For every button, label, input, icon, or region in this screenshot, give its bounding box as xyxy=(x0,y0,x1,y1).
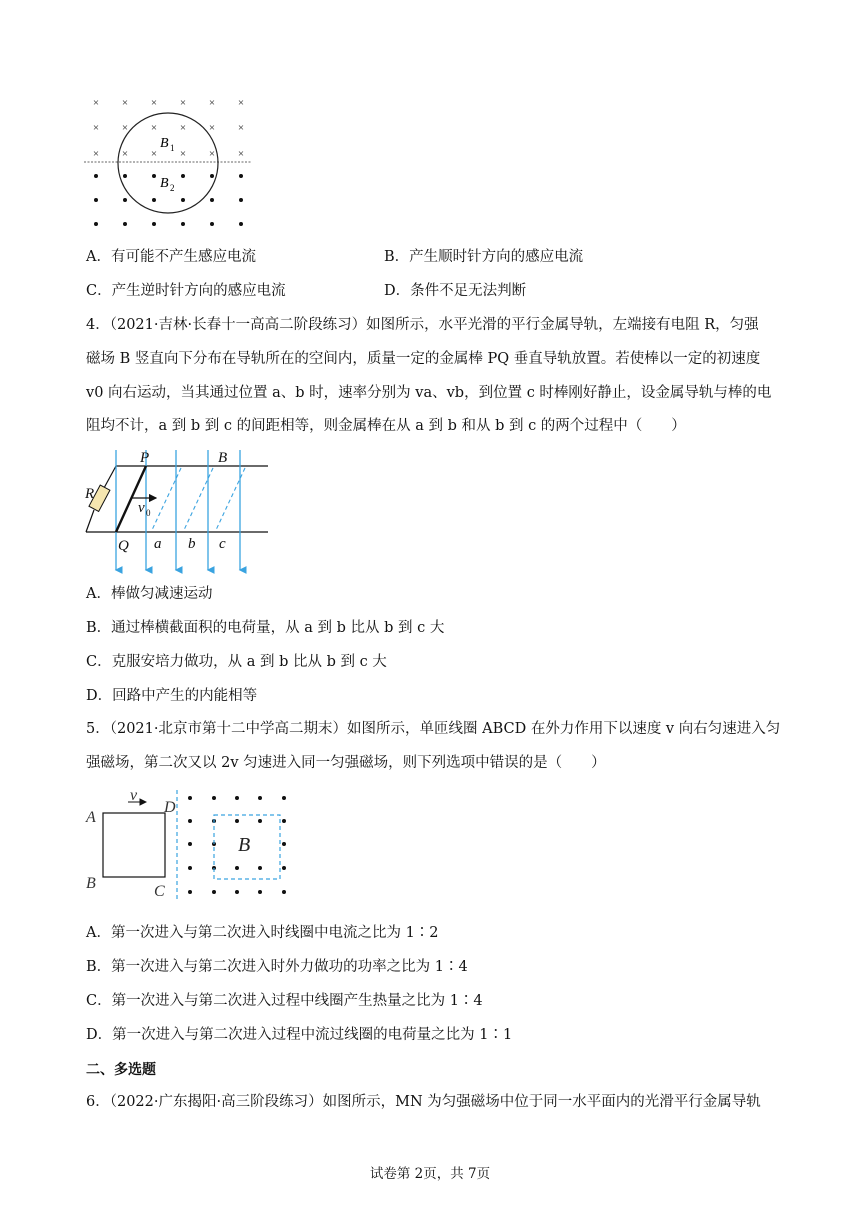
q4-option-a: A．棒做匀减速运动 xyxy=(86,586,213,602)
svg-text:×: × xyxy=(208,148,216,160)
svg-text:×: × xyxy=(237,122,245,134)
svg-text:×: × xyxy=(208,122,216,134)
q4-stem-line4: 阻均不计，a 到 b 到 c 的间距相等，则金属棒在从 a 到 b 和从 b 到 c 的两个过程中（ ） xyxy=(86,418,686,434)
q4-option-d: D．回路中产生的内能相等 xyxy=(86,688,258,704)
label-C: C xyxy=(154,883,165,900)
q4-stem-line3: v0 向右运动，当其通过位置 a、b 时，速率分别为 va、vb，到位置 c 时棒刚好静止，设金属导轨与棒的电 xyxy=(86,385,772,401)
label-c: c xyxy=(219,536,226,552)
label-B-field: B xyxy=(238,834,251,856)
page-footer: 试卷第 2页，共 7页 xyxy=(369,1166,491,1182)
q3-option-b: B．产生顺时针方向的感应电流 xyxy=(384,249,584,265)
q5-option-d: D．第一次进入与第二次进入过程中流过线圈的电荷量之比为 1∶1 xyxy=(86,1027,513,1043)
svg-text:×: × xyxy=(92,122,100,134)
svg-text:×: × xyxy=(121,97,129,109)
svg-text:×: × xyxy=(150,148,158,160)
label-B: B xyxy=(218,450,228,466)
svg-text:×: × xyxy=(121,148,129,160)
label-v: v xyxy=(130,788,138,804)
q5-option-a: A．第一次进入与第二次进入时线圈中电流之比为 1∶2 xyxy=(86,925,439,941)
svg-text:×: × xyxy=(150,97,158,109)
label-Q: Q xyxy=(118,538,129,554)
label-b1: B xyxy=(160,136,169,151)
label-v0: v xyxy=(138,500,145,516)
q4-stem-line2: 磁场 B 竖直向下分布在导轨所在的空间内，质量一定的金属棒 PQ 垂直导轨放置。若使棒以一定的初速度 xyxy=(86,351,761,367)
q5-option-c: C．第一次进入与第二次进入过程中线圈产生热量之比为 1∶4 xyxy=(86,993,483,1009)
svg-text:×: × xyxy=(92,148,100,160)
q4-option-b: B．通过棒横截面积的电荷量，从 a 到 b 比从 b 到 c 大 xyxy=(86,620,445,636)
svg-text:×: × xyxy=(121,122,129,134)
svg-text:×: × xyxy=(237,97,245,109)
q4-stem-line1: 4．（2021·吉林·长春十一高高二阶段练习）如图所示，水平光滑的平行金属导轨，左端接有电阻 R，匀强 xyxy=(86,317,759,333)
q5-stem-line2: 强磁场，第二次又以 2v 匀速进入同一匀强磁场，则下列选项中错误的是（ ） xyxy=(86,755,606,771)
label-D: D xyxy=(164,799,176,816)
q5-figure xyxy=(84,788,294,900)
svg-text:×: × xyxy=(179,97,187,109)
q5-stem-line1: 5．（2021·北京市第十二中学高二期末）如图所示，单匝线圈 ABCD 在外力作用下以速度 v 向右匀速进入匀 xyxy=(86,721,781,737)
svg-text:×: × xyxy=(237,148,245,160)
label-b: b xyxy=(188,536,196,552)
q3-option-c: C．产生逆时针方向的感应电流 xyxy=(86,283,286,299)
q3-option-a: A．有可能不产生感应电流 xyxy=(86,249,256,265)
label-b1-sub: 1 xyxy=(170,143,175,153)
label-A: A xyxy=(86,809,96,826)
q5-option-b: B．第一次进入与第二次进入时外力做功的功率之比为 1∶4 xyxy=(86,959,468,975)
label-R: R xyxy=(85,486,95,502)
label-B-corner: B xyxy=(86,875,96,892)
q3-option-d: D．条件不足无法判断 xyxy=(384,283,527,299)
section-title-multiple-choice: 二、多选题 xyxy=(86,1062,156,1078)
svg-text:×: × xyxy=(179,148,187,160)
q4-figure xyxy=(84,446,274,574)
q3-figure xyxy=(84,90,254,235)
label-b2-sub: 2 xyxy=(170,183,175,193)
q6-stem-line1: 6．（2022·广东揭阳·高三阶段练习）如图所示，MN 为匀强磁场中位于同一水平面内的光滑平行金属导轨 xyxy=(86,1094,761,1110)
label-b2: B xyxy=(160,176,169,191)
label-P: P xyxy=(140,450,150,466)
label-a: a xyxy=(154,536,162,552)
svg-text:×: × xyxy=(150,122,158,134)
label-v0-sub: 0 xyxy=(146,508,151,518)
q4-option-c: C．克服安培力做功，从 a 到 b 比从 b 到 c 大 xyxy=(86,654,387,670)
svg-text:×: × xyxy=(92,97,100,109)
svg-text:×: × xyxy=(179,122,187,134)
svg-text:×: × xyxy=(208,97,216,109)
